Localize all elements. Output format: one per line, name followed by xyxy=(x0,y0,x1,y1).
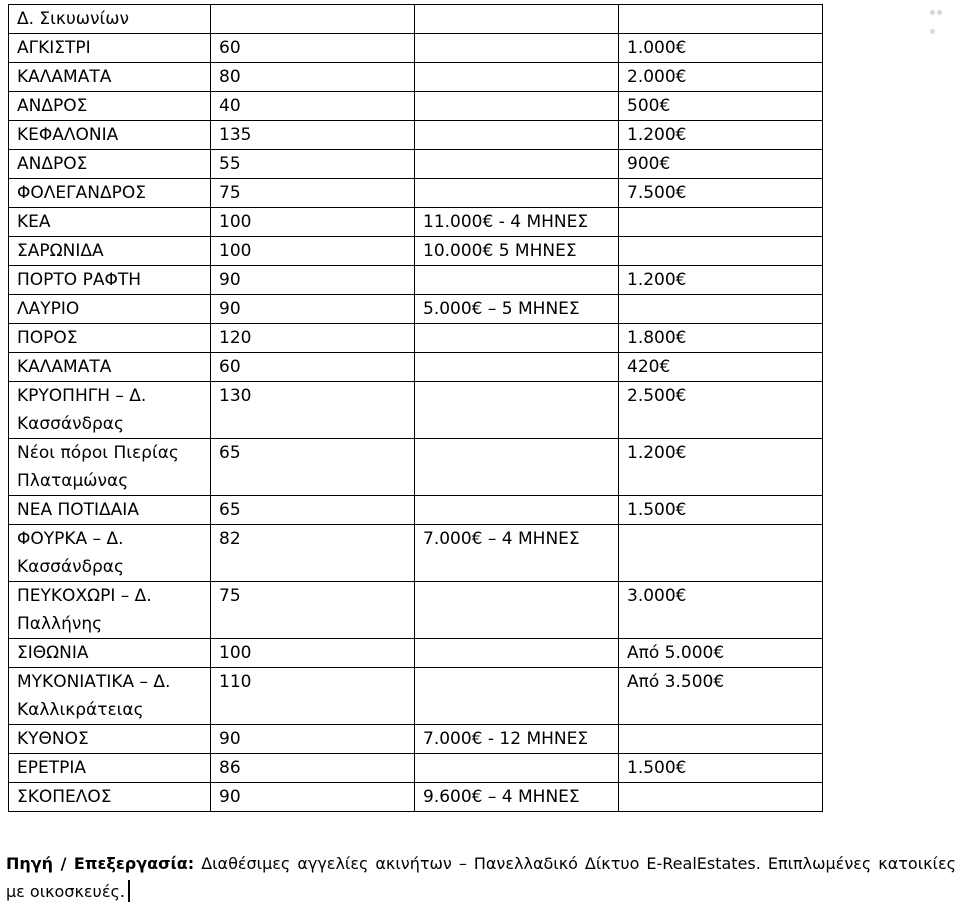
table-row xyxy=(9,725,823,754)
cell-long-term xyxy=(415,266,619,295)
cell-area: ΣΑΡΩΝΙΔΑ xyxy=(9,237,211,266)
cell-sqm: 135 xyxy=(211,121,415,150)
cell-sqm: 120 xyxy=(211,324,415,353)
cell-sqm: 90 xyxy=(211,266,415,295)
cell-long-term xyxy=(415,382,619,439)
cell-long-term xyxy=(415,496,619,525)
cell-area: ΦΟΛΕΓΑΝΔΡΟΣ xyxy=(9,179,211,208)
cell-long-term: 7.000€ - 12 ΜΗΝΕΣ xyxy=(415,725,619,754)
cell-area: ΠΕΥΚΟΧΩΡΙ – Δ. Παλλήνης xyxy=(9,582,211,639)
cell-area: Δ. Σικυωνίων xyxy=(9,5,211,34)
table-row xyxy=(9,179,823,208)
cell-sqm: 100 xyxy=(211,237,415,266)
cell-area: ΚΡΥΟΠΗΓΗ – Δ. Κασσάνδρας xyxy=(9,382,211,439)
table-row xyxy=(9,582,823,639)
table-row xyxy=(9,63,823,92)
cell-area: ΕΡΕΤΡΙΑ xyxy=(9,754,211,783)
cell-area: ΣΙΘΩΝΙΑ xyxy=(9,639,211,668)
cell-price xyxy=(619,237,823,266)
cell-sqm: 75 xyxy=(211,179,415,208)
cell-long-term: 9.600€ – 4 ΜΗΝΕΣ xyxy=(415,783,619,812)
cell-price xyxy=(619,725,823,754)
listings-table xyxy=(8,4,823,812)
cell-price: 7.500€ xyxy=(619,179,823,208)
cell-price xyxy=(619,295,823,324)
table-row xyxy=(9,525,823,582)
cell-price xyxy=(619,5,823,34)
cell-long-term xyxy=(415,668,619,725)
cell-price: 420€ xyxy=(619,353,823,382)
cell-long-term xyxy=(415,179,619,208)
cell-long-term: 5.000€ – 5 ΜΗΝΕΣ xyxy=(415,295,619,324)
cell-sqm: 100 xyxy=(211,208,415,237)
cell-sqm: 82 xyxy=(211,525,415,582)
source-text: Διαθέσιμες αγγελίες ακινήτων – Πανελλαδικό Δίκτυο E-RealEstates. Επιπλωμένες κατοικίες με οικοσκευές. xyxy=(6,854,956,901)
window-controls xyxy=(930,0,950,10)
cell-price: 1.200€ xyxy=(619,121,823,150)
cell-area: ΣΚΟΠΕΛΟΣ xyxy=(9,783,211,812)
cell-sqm: 65 xyxy=(211,439,415,496)
cell-price: 1.500€ xyxy=(619,496,823,525)
table-row xyxy=(9,668,823,725)
cell-price: 1.200€ xyxy=(619,266,823,295)
cell-area: Νέοι πόροι Πιερίας Πλαταμώνας xyxy=(9,439,211,496)
cell-long-term: 11.000€ - 4 ΜΗΝΕΣ xyxy=(415,208,619,237)
cell-area: ΚΑΛΑΜΑΤΑ xyxy=(9,353,211,382)
cell-price: Από 5.000€ xyxy=(619,639,823,668)
cell-long-term: 10.000€ 5 ΜΗΝΕΣ xyxy=(415,237,619,266)
table-row xyxy=(9,92,823,121)
cell-long-term xyxy=(415,639,619,668)
cell-price xyxy=(619,783,823,812)
cell-price: 1.200€ xyxy=(619,439,823,496)
table-row xyxy=(9,754,823,783)
cell-area: ΚΕΑ xyxy=(9,208,211,237)
cell-price: 900€ xyxy=(619,150,823,179)
table-row xyxy=(9,639,823,668)
cell-long-term xyxy=(415,439,619,496)
cell-sqm: 65 xyxy=(211,496,415,525)
source-note[interactable] xyxy=(6,850,956,906)
cell-price: Από 3.500€ xyxy=(619,668,823,725)
cell-sqm: 110 xyxy=(211,668,415,725)
table-row xyxy=(9,496,823,525)
cell-sqm: 90 xyxy=(211,725,415,754)
table-row xyxy=(9,121,823,150)
listings-table-body xyxy=(9,5,823,812)
cell-sqm: 130 xyxy=(211,382,415,439)
table-row xyxy=(9,295,823,324)
table-row xyxy=(9,783,823,812)
cell-long-term xyxy=(415,121,619,150)
cell-sqm: 80 xyxy=(211,63,415,92)
cell-price: 500€ xyxy=(619,92,823,121)
cell-long-term xyxy=(415,63,619,92)
cell-area: ΑΝΔΡΟΣ xyxy=(9,150,211,179)
cell-long-term xyxy=(415,353,619,382)
table-row xyxy=(9,34,823,63)
cell-sqm: 40 xyxy=(211,92,415,121)
cell-price: 2.500€ xyxy=(619,382,823,439)
table-row xyxy=(9,266,823,295)
cell-price: 2.000€ xyxy=(619,63,823,92)
table-row xyxy=(9,237,823,266)
cell-price: 3.000€ xyxy=(619,582,823,639)
cell-area: ΚΥΘΝΟΣ xyxy=(9,725,211,754)
cell-long-term xyxy=(415,34,619,63)
cell-long-term xyxy=(415,92,619,121)
cell-sqm: 75 xyxy=(211,582,415,639)
cell-price: 1.500€ xyxy=(619,754,823,783)
cell-area: ΦΟΥΡΚΑ – Δ. Κασσάνδρας xyxy=(9,525,211,582)
text-cursor xyxy=(128,880,130,902)
cell-area: ΛΑΥΡΙΟ xyxy=(9,295,211,324)
cell-sqm: 60 xyxy=(211,34,415,63)
cell-long-term xyxy=(415,150,619,179)
cell-long-term xyxy=(415,5,619,34)
cell-area: ΚΑΛΑΜΑΤΑ xyxy=(9,63,211,92)
cell-area: ΝΕΑ ΠΟΤΙΔΑΙΑ xyxy=(9,496,211,525)
cell-sqm xyxy=(211,5,415,34)
table-row xyxy=(9,5,823,34)
table-row xyxy=(9,208,823,237)
cell-long-term xyxy=(415,754,619,783)
cell-price: 1.800€ xyxy=(619,324,823,353)
cell-sqm: 90 xyxy=(211,783,415,812)
cell-long-term xyxy=(415,324,619,353)
cell-area: ΠΟΡΤΟ ΡΑΦΤΗ xyxy=(9,266,211,295)
table-row xyxy=(9,324,823,353)
cell-area: ΚΕΦΑΛΟΝΙΑ xyxy=(9,121,211,150)
cell-price: 1.000€ xyxy=(619,34,823,63)
cell-price xyxy=(619,208,823,237)
cell-area: ΜΥΚΟΝΙΑΤΙΚΑ – Δ. Καλλικράτειας xyxy=(9,668,211,725)
table-row xyxy=(9,150,823,179)
table-row xyxy=(9,353,823,382)
cell-area: ΠΟΡΟΣ xyxy=(9,324,211,353)
cell-price xyxy=(619,525,823,582)
cell-long-term: 7.000€ – 4 ΜΗΝΕΣ xyxy=(415,525,619,582)
cell-area: ΑΓΚΙΣΤΡΙ xyxy=(9,34,211,63)
cell-sqm: 100 xyxy=(211,639,415,668)
cell-sqm: 86 xyxy=(211,754,415,783)
table-row xyxy=(9,382,823,439)
cell-sqm: 90 xyxy=(211,295,415,324)
table-row xyxy=(9,439,823,496)
source-label: Πηγή / Επεξεργασία: xyxy=(6,854,195,873)
cell-long-term xyxy=(415,582,619,639)
cell-area: ΑΝΔΡΟΣ xyxy=(9,92,211,121)
cell-sqm: 55 xyxy=(211,150,415,179)
cell-sqm: 60 xyxy=(211,353,415,382)
